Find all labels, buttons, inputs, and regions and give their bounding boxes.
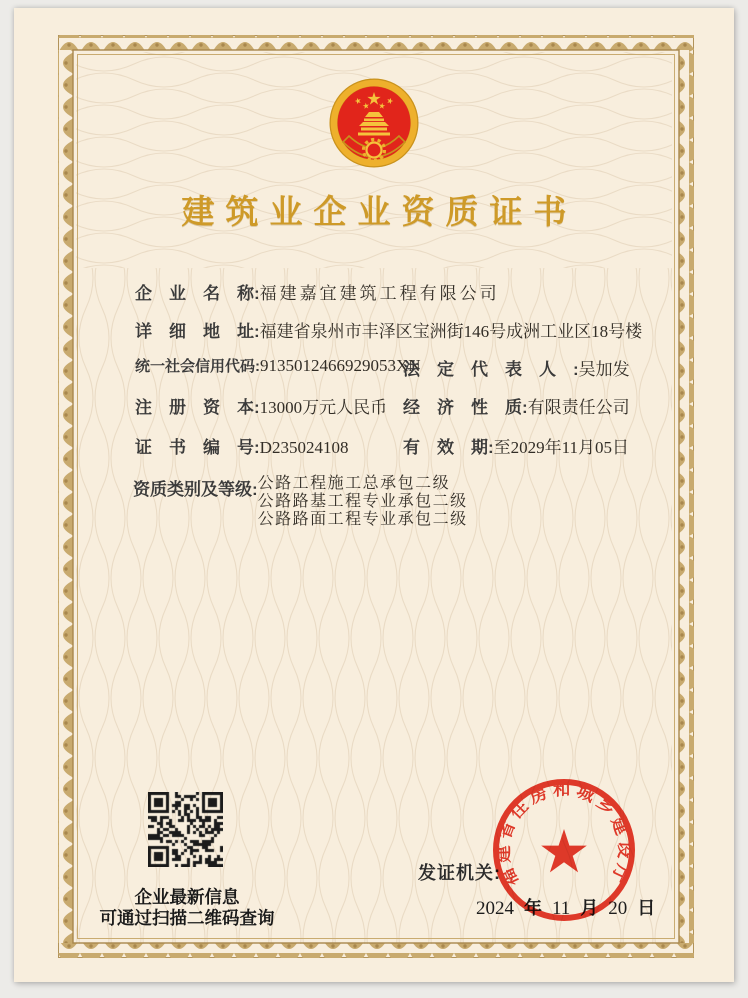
company-name-label: 企 业 名 称: (135, 284, 260, 303)
qr-caption-line1: 企业最新信息 (134, 887, 240, 907)
field-qualification (133, 475, 693, 529)
qualification-label: 资质类别及等级: (133, 480, 258, 499)
qualification-item: 公路工程施工总承包二级 (257, 475, 451, 492)
registered-capital-label: 注 册 资 本: (135, 398, 260, 417)
issue-day: 20 (608, 898, 628, 919)
issue-year: 2024 (476, 898, 514, 919)
seal-text: 福建省住房和城乡建设厅 (492, 778, 636, 890)
china-national-emblem-icon (329, 78, 419, 178)
field-credit-code-and-legal-rep (135, 355, 680, 381)
qualification-item: 公路路面工程专业承包二级 (257, 511, 468, 528)
economic-nature-value: 有限责任公司 (527, 398, 630, 417)
field-cert-no-and-validity (135, 433, 680, 459)
issue-year-unit: 年 (524, 898, 542, 918)
certificate-number-value: D235024108 (259, 438, 349, 457)
issue-month-unit: 月 (580, 898, 599, 918)
legal-rep-label: 法 定 代 表 人 : (403, 360, 579, 379)
address-value: 福建省泉州市丰泽区宝洲街146号成洲工业区18号楼 (259, 322, 643, 341)
qr-caption (67, 887, 307, 929)
issuing-authority-label: 发证机关: (418, 863, 501, 883)
address-label: 详 细 地 址: (135, 322, 260, 341)
certificate-number-label: 证 书 编 号: (135, 438, 260, 457)
issue-month: 11 (552, 898, 571, 919)
official-seal (489, 775, 639, 925)
qr-caption-line2: 可通过扫描二维码查询 (99, 908, 275, 928)
validity-value: 至2029年11月05日 (493, 438, 630, 457)
company-name-value: 福建嘉宜建筑工程有限公司 (259, 284, 500, 303)
certificate-paper (14, 8, 734, 982)
economic-nature-label: 经 济 性 质: (403, 398, 528, 417)
qualification-item: 公路路基工程专业承包二级 (257, 493, 468, 510)
validity-label: 有 效 期: (403, 438, 494, 457)
field-capital-and-economic-nature (135, 393, 680, 419)
credit-code-label: 统一社会信用代码: (135, 358, 260, 375)
qr-code (148, 792, 223, 867)
credit-code-value: 9135012466929053XN (260, 356, 421, 375)
certificate-title: 建筑业企业资质证书 (181, 193, 578, 230)
registered-capital-value: 13000万元人民币 (259, 398, 388, 417)
field-address (135, 317, 680, 343)
legal-rep-value: 吴加发 (578, 360, 630, 379)
field-company-name (135, 279, 680, 305)
red-star-icon (541, 829, 587, 872)
issue-day-unit: 日 (637, 898, 656, 918)
